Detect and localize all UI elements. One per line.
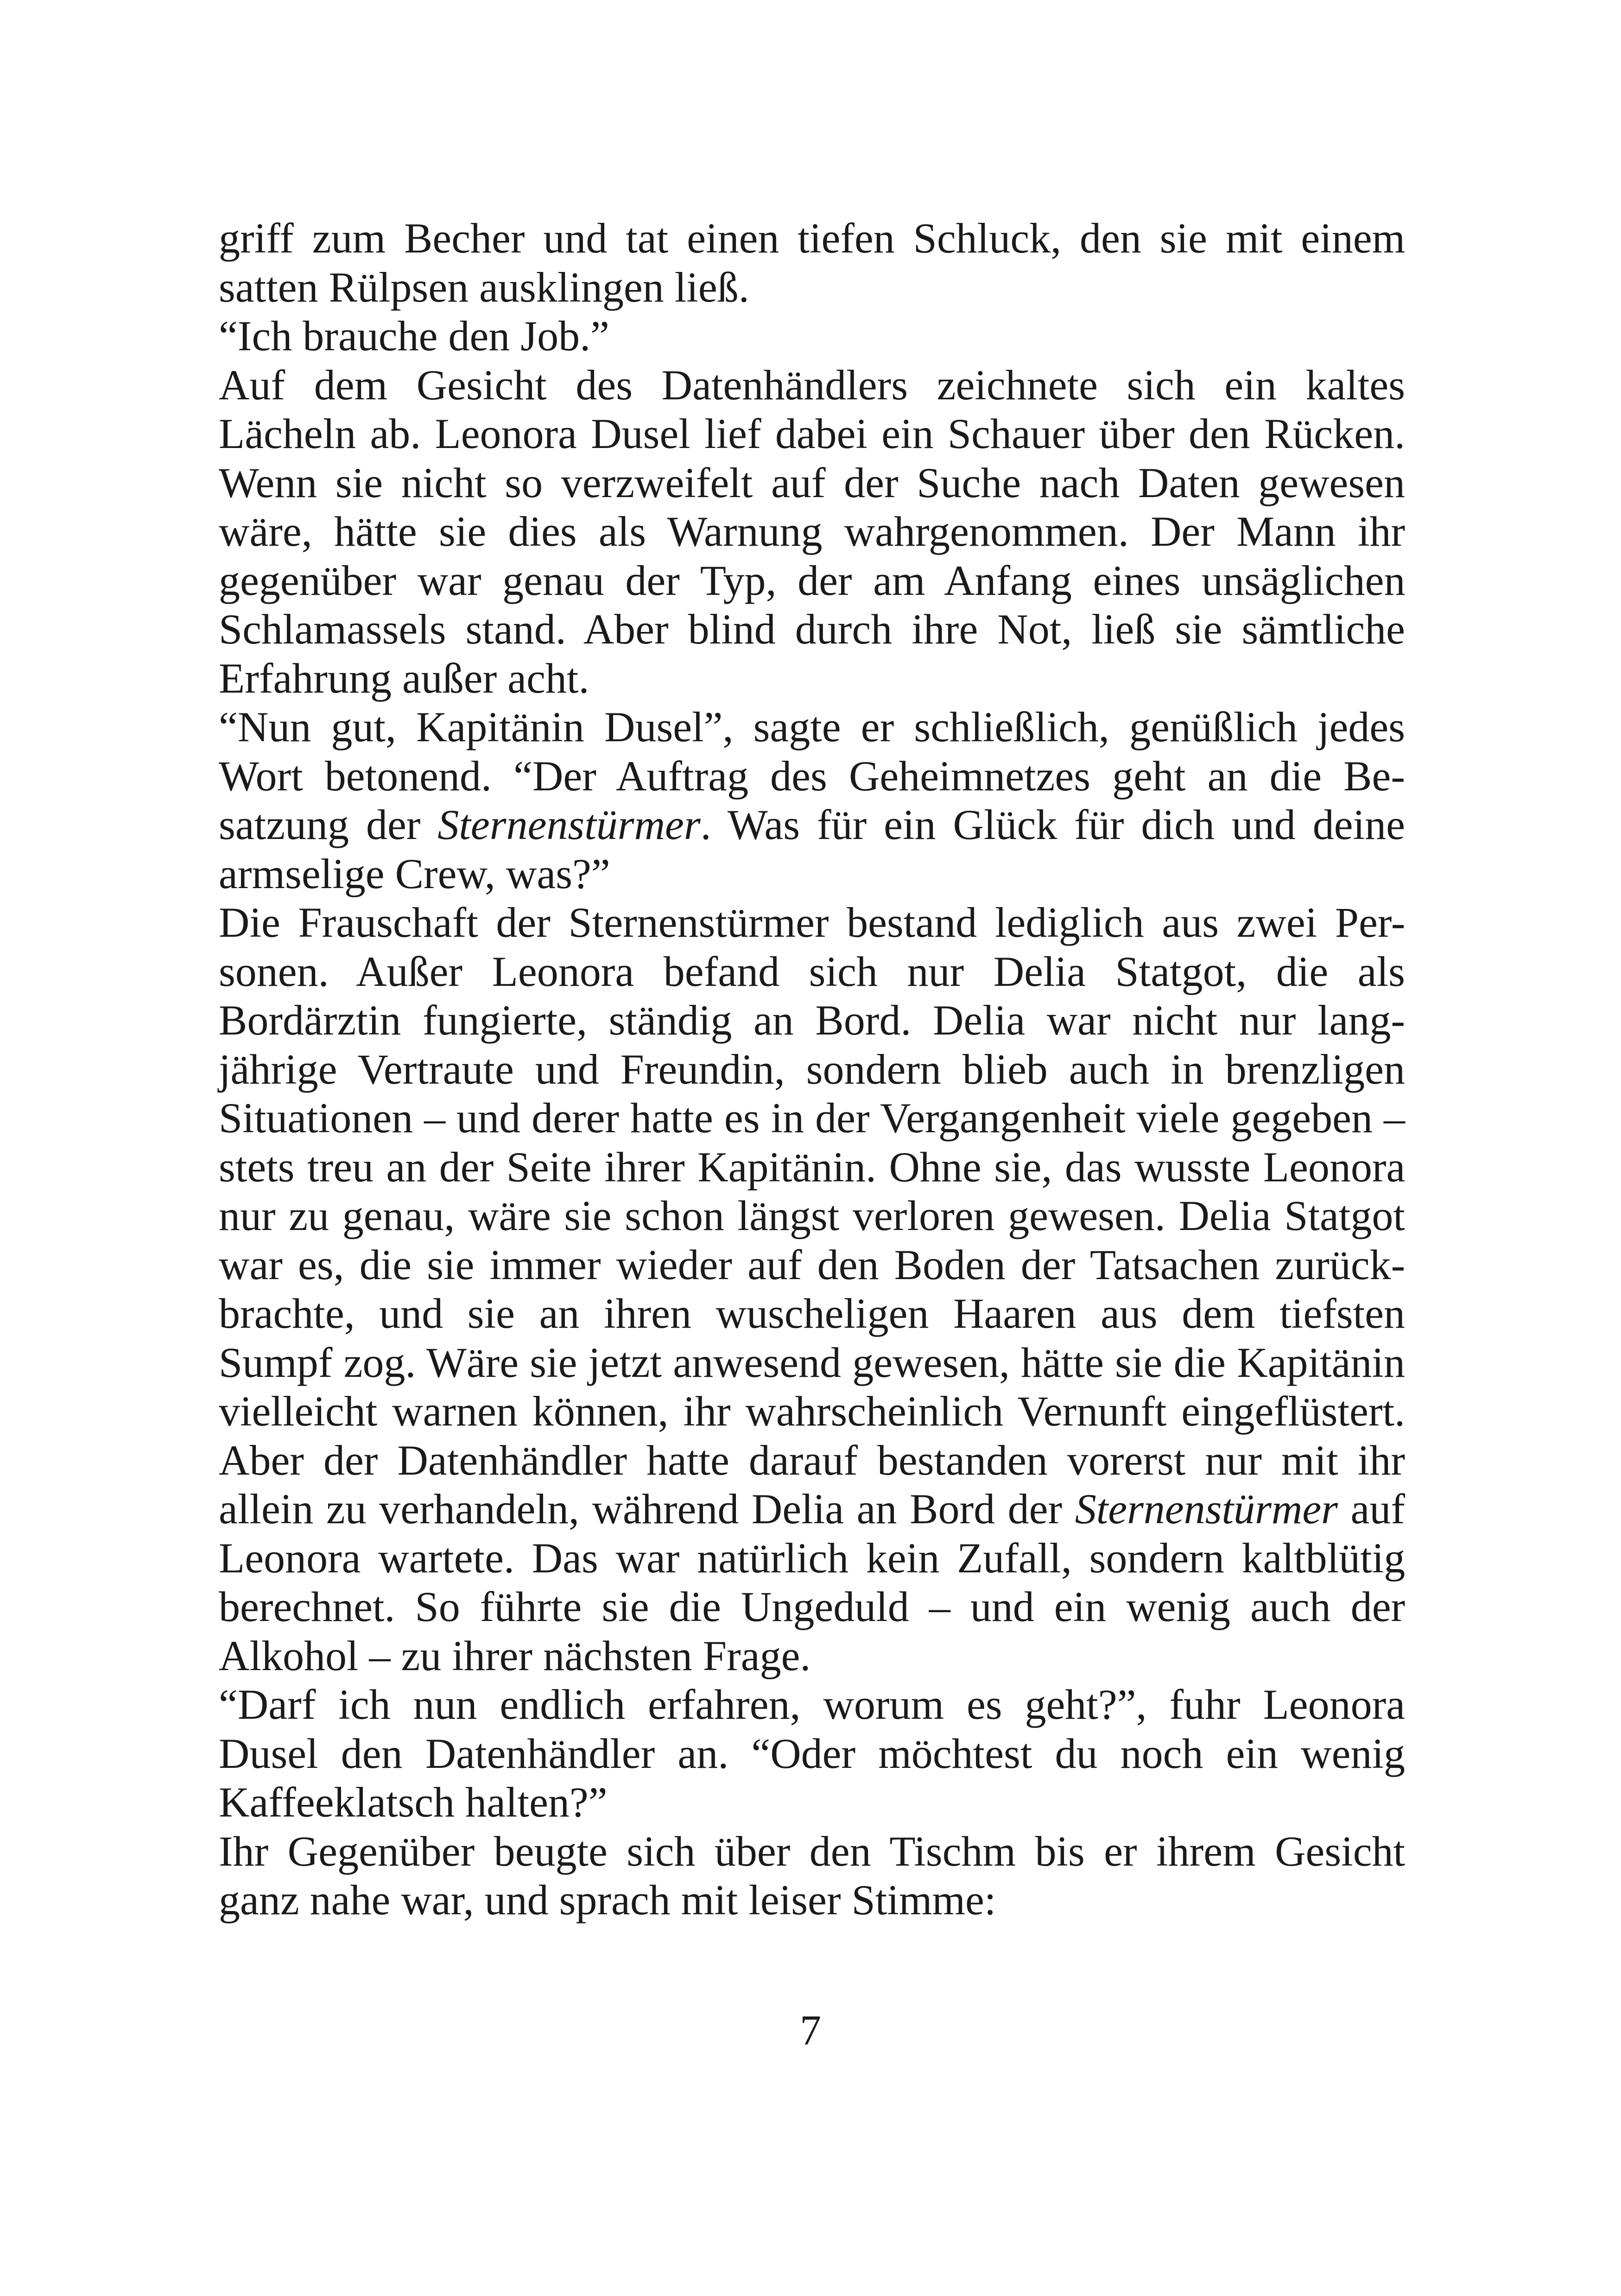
paragraph — [219, 214, 1405, 312]
text-line: war es, die sie immer wieder auf den Boden der Tatsachen zurück- — [219, 1241, 1406, 1288]
paragraph — [219, 1680, 1405, 1827]
text-line: Alkohol – zu ihrer nächsten Frage. — [219, 1632, 811, 1679]
paragraph — [219, 361, 1405, 703]
text-line: wäre, hätte sie dies als Warnung wahrgenommen. Der Mann ihr — [219, 508, 1406, 555]
text-line: Kaffeeklatsch halten?” — [219, 1779, 608, 1826]
text-line: Auf dem Gesicht des Datenhändlers zeichnete sich ein kaltes — [219, 361, 1405, 409]
text-line: sonen. Außer Leonora befand sich nur Delia Statgot, die als — [219, 947, 1405, 995]
text-line: Dusel den Datenhändler an. “Oder möchtest du noch ein wenig — [219, 1729, 1405, 1777]
text-line: ganz nahe war, und sprach mit leiser Stimme: — [219, 1876, 996, 1924]
text-line — [219, 801, 1405, 850]
text-line: griff zum Becher und tat einen tiefen Schluck, den sie mit einem — [219, 214, 1406, 262]
text-run: auf — [1337, 1485, 1406, 1533]
text-line: gegenüber war genau der Typ, der am Anfang eines unsäglichen — [219, 556, 1406, 604]
text-line: brachte, und sie an ihren wuscheligen Haaren aus dem tiefsten — [219, 1290, 1406, 1337]
text-line: “Nun gut, Kapitänin Dusel”, sagte er schließlich, genüßlich jedes — [219, 703, 1405, 751]
text-run: . Was für ein Glück für dich und deine — [700, 801, 1405, 848]
text-line: berechnet. So führte sie die Ungeduld – und ein wenig auch der — [219, 1583, 1406, 1630]
text-line: Schlamassels stand. Aber blind durch ihre Not, ließ sie sämtliche — [219, 606, 1405, 653]
text-line: Aber der Datenhändler hatte darauf bestanden vorerst nur mit ihr — [219, 1436, 1405, 1484]
text-line: “Darf ich nun endlich erfahren, worum es geht?”, fuhr Leonora — [219, 1681, 1406, 1728]
text-line: satten Rülpsen ausklingen ließ. — [219, 263, 749, 311]
text-line — [219, 1485, 1405, 1534]
text-line: Sumpf zog. Wäre sie jetzt anwesend gewesen, hätte sie die Kapitänin — [219, 1338, 1405, 1386]
paragraph — [219, 1827, 1405, 1925]
text-line: Wort betonend. “Der Auftrag des Geheimnetzes geht an die Be- — [219, 752, 1405, 800]
text-line: Erfahrung außer acht. — [219, 654, 589, 702]
text-line: Situationen – und derer hatte es in der Vergangenheit viele gegeben – — [219, 1094, 1405, 1142]
text-line: nur zu genau, wäre sie schon längst verloren gewesen. Delia Statgot — [219, 1192, 1405, 1239]
text-run: satzung der — [219, 801, 438, 848]
text-line: jährige Vertraute und Freundin, sondern blieb auch in brenzligen — [219, 1045, 1405, 1093]
text-line: armselige Crew, was?” — [219, 850, 610, 897]
text-line: stets treu an der Seite ihrer Kapitänin. Ohne sie, das wusste Leonora — [219, 1143, 1406, 1191]
text-line: Wenn sie nicht so verzweifelt auf der Suche nach Daten gewesen — [219, 459, 1405, 506]
paragraph — [219, 703, 1405, 898]
text-line: Die Frauschaft der Sternenstürmer bestand lediglich aus zwei Per- — [219, 899, 1406, 946]
text-line: “Ich brauche den Job.” — [219, 312, 609, 360]
text-line: Lächeln ab. Leonora Dusel lief dabei ein Schauer über den Rücken. — [219, 410, 1406, 457]
text-run: allein zu verhandeln, während Delia an Bord der — [219, 1485, 1075, 1533]
text-line: Bordärztin fungierte, ständig an Bord. Delia war nicht nur lang- — [219, 997, 1405, 1044]
ship-name-italic: Sternenstürmer — [1075, 1485, 1338, 1533]
text-line: vielleicht warnen können, ihr wahrscheinlich Vernunft eingeflüstert. — [219, 1388, 1406, 1435]
paragraph — [219, 312, 1405, 361]
text-line: Ihr Gegenüber beugte sich über den Tischm bis er ihrem Gesicht — [219, 1827, 1406, 1875]
ship-name-italic: Sternenstürmer — [437, 801, 701, 848]
paragraph — [219, 898, 1405, 1680]
page-number: 7 — [800, 2006, 821, 2054]
body-text — [219, 214, 1405, 1925]
text-line: Leonora wartete. Das war natürlich kein Zufall, sondern kaltblütig — [219, 1534, 1406, 1582]
